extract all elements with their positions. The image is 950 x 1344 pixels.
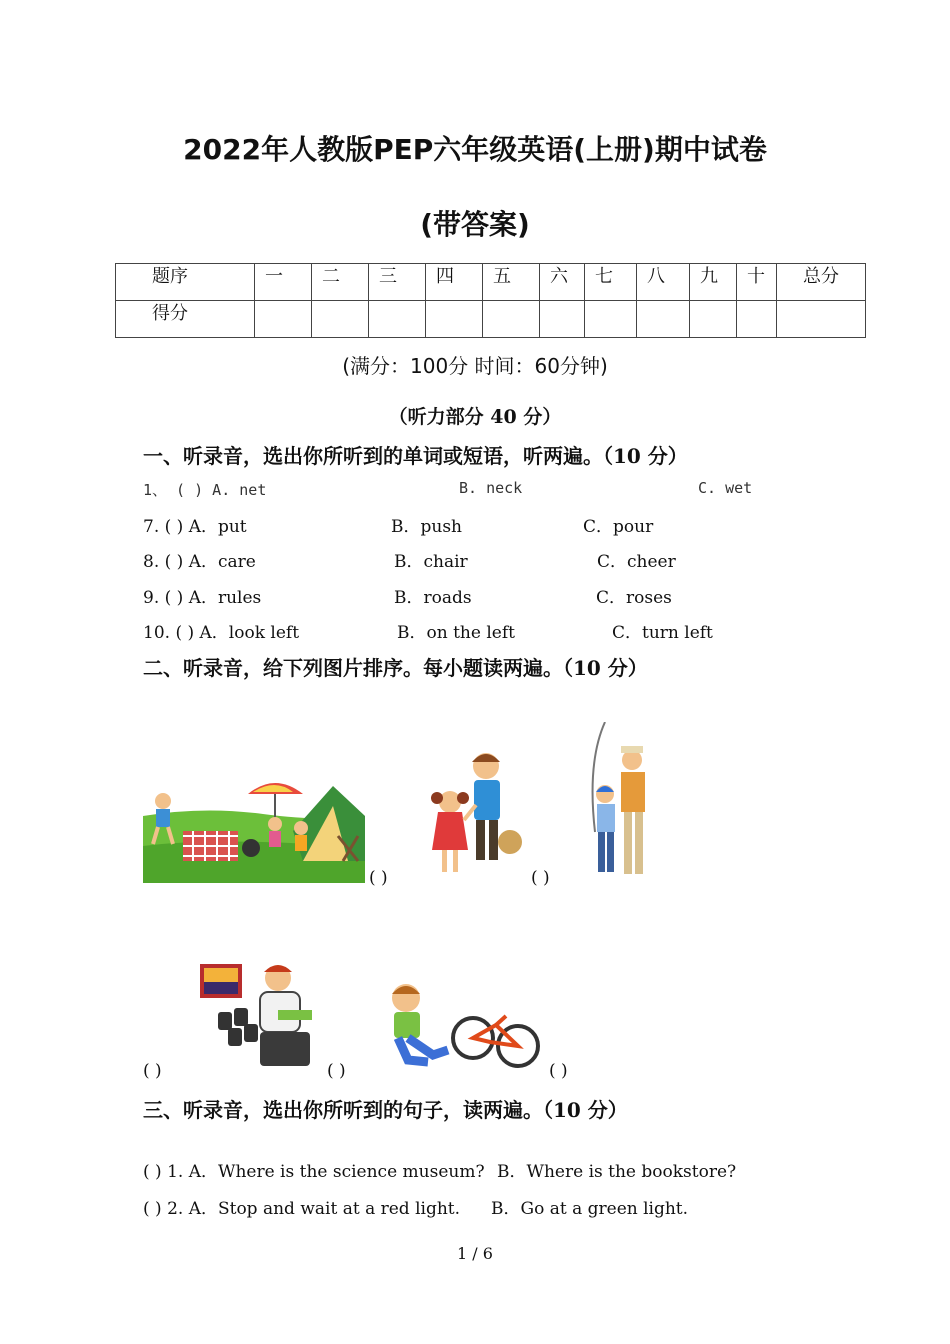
score-header-cell: 八	[637, 264, 690, 301]
q1-option-b: B. neck	[459, 479, 523, 497]
section1-heading: 一、听录音，选出你所听到的单词或短语，听两遍。（10 分）	[143, 444, 688, 468]
q1-option-c: C. wet	[698, 479, 753, 497]
score-header-cell: 四	[426, 264, 483, 301]
picture4-answer-blank[interactable]: ( )	[327, 1061, 346, 1081]
picture5-answer-blank[interactable]: ( )	[549, 1061, 568, 1081]
score-cell[interactable]	[312, 301, 369, 338]
score-header-cell: 十	[737, 264, 777, 301]
score-cell[interactable]	[369, 301, 426, 338]
s3-q1-option-a: ( ) 1. A．Where is the science museum?	[143, 1162, 485, 1182]
score-cell[interactable]	[637, 301, 690, 338]
q8-option-c: C．cheer	[597, 552, 676, 572]
score-table	[115, 263, 866, 338]
score-header-cell: 三	[369, 264, 426, 301]
q1-number-a: 1、 ( ) A. net	[143, 481, 267, 499]
score-row-label: 得分	[116, 301, 255, 338]
q7-number-a: 7. ( ) A．put	[143, 517, 247, 537]
score-cell[interactable]	[737, 301, 777, 338]
picture2-answer-blank[interactable]: ( )	[531, 868, 550, 888]
q10-option-b: B．on the left	[397, 623, 515, 643]
q9-number-a: 9. ( ) A．rules	[143, 588, 262, 608]
q8-option-b: B．chair	[394, 552, 468, 572]
score-cell[interactable]	[540, 301, 585, 338]
score-header-cell: 六	[540, 264, 585, 301]
score-header-cell: 二	[312, 264, 369, 301]
score-header-cell: 五	[483, 264, 540, 301]
s3-q2-option-a: ( ) 2. A．Stop and wait at a red light.	[143, 1199, 461, 1219]
score-cell[interactable]	[255, 301, 312, 338]
page-title: 2022年人教版PEP六年级英语(上册)期中试卷	[183, 133, 767, 166]
score-cell[interactable]	[585, 301, 637, 338]
picture3-answer-blank[interactable]: ( )	[143, 1061, 162, 1081]
s3-q1-option-b: B．Where is the bookstore?	[497, 1162, 737, 1182]
q9-option-c: C．roses	[596, 588, 672, 608]
section2-heading: 二、听录音，给下列图片排序。每小题读两遍。（10 分）	[143, 656, 648, 680]
fishing-picture	[585, 722, 660, 882]
score-header-cell: 总分	[777, 264, 866, 301]
bike-fall-picture	[378, 980, 548, 1072]
cinema-picture	[198, 960, 323, 1070]
q7-option-b: B．push	[391, 517, 462, 537]
family-picture	[420, 750, 530, 880]
q8-number-a: 8. ( ) A．care	[143, 552, 256, 572]
score-header-cell: 一	[255, 264, 312, 301]
score-cell[interactable]	[483, 301, 540, 338]
q9-option-b: B．roads	[394, 588, 472, 608]
q7-option-c: C．pour	[583, 517, 654, 537]
score-table-header-row	[116, 264, 866, 301]
q10-option-c: C．turn left	[612, 623, 713, 643]
s3-q2-option-b: B．Go at a green light.	[491, 1199, 689, 1219]
exam-meta: (满分：100分 时间：60分钟)	[342, 354, 608, 378]
q10-number-a: 10. ( ) A．look left	[143, 623, 300, 643]
score-header-cell: 七	[585, 264, 637, 301]
score-cell[interactable]	[777, 301, 866, 338]
section3-heading: 三、听录音，选出你所听到的句子，读两遍。（10 分）	[143, 1098, 628, 1122]
score-cell[interactable]	[426, 301, 483, 338]
score-header-cell: 九	[690, 264, 737, 301]
score-cell[interactable]	[690, 301, 737, 338]
page-subtitle: (带答案)	[420, 208, 530, 241]
picnic-picture	[143, 776, 365, 883]
score-table-score-row	[116, 301, 866, 338]
picture1-answer-blank[interactable]: ( )	[369, 868, 388, 888]
page-number: 1 / 6	[457, 1244, 493, 1263]
listening-part-label: （听力部分 40 分）	[388, 406, 562, 428]
score-header-cell: 题序	[116, 264, 255, 301]
